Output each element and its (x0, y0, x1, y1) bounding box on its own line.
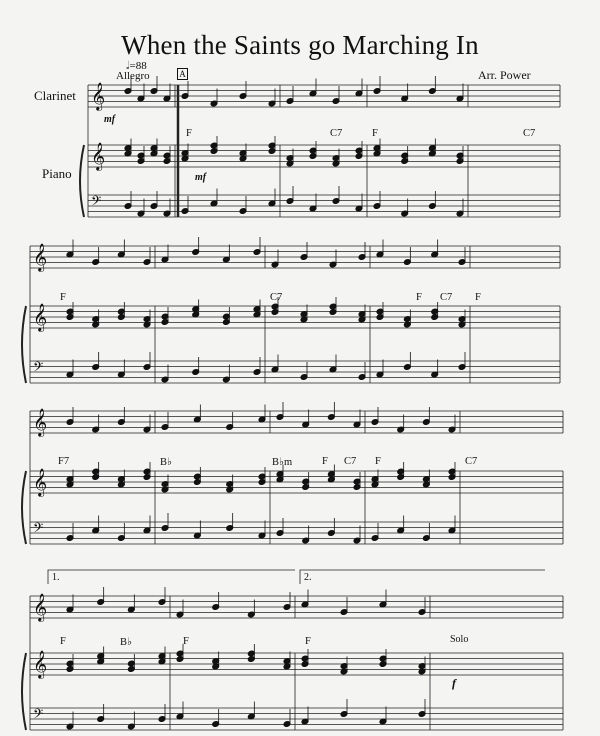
arranger-credit: Arr. Power (478, 68, 531, 82)
tempo-marking: 𝅗𝅥=88 (126, 60, 147, 72)
bass-clef: 𝄢 (91, 193, 102, 212)
chord-symbol: F (183, 636, 189, 647)
treble-clef: 𝄞 (91, 142, 106, 170)
bass-clef: 𝄢 (33, 359, 44, 378)
second-ending-bracket (300, 570, 545, 584)
second-ending-label: 2. (304, 572, 312, 583)
treble-clef: 𝄞 (33, 408, 48, 436)
chord-symbol: F7 (58, 456, 70, 467)
bass-clef: 𝄢 (33, 706, 44, 725)
piano-brace (22, 653, 26, 730)
chord-symbol: B♭m (272, 457, 293, 468)
chord-symbol: B♭ (120, 637, 132, 648)
first-ending-label: 1. (52, 572, 60, 583)
chord-symbol: C7 (465, 456, 478, 467)
piano-label: Piano (42, 166, 72, 181)
chord-symbol: F (475, 292, 481, 303)
piano-brace (22, 471, 26, 544)
piano-brace (80, 145, 84, 217)
chord-symbol: F (305, 636, 311, 647)
chord-symbol: C7 (523, 128, 536, 139)
rehearsal-mark: A (177, 68, 188, 80)
chord-symbol: C7 (270, 292, 283, 303)
chord-symbol: B♭ (160, 457, 172, 468)
chord-symbol: F (186, 128, 192, 139)
treble-clef: 𝄞 (33, 303, 48, 331)
tempo-word: Allegro (116, 70, 150, 82)
treble-clef: 𝄞 (91, 82, 106, 110)
chord-symbol: C7 (330, 128, 343, 139)
chord-symbol: C7 (440, 292, 453, 303)
clarinet-label: Clarinet (34, 88, 76, 103)
bass-clef: 𝄢 (33, 520, 44, 539)
treble-clef: 𝄞 (33, 468, 48, 496)
dynamic-mf-clarinet: mf (104, 114, 116, 125)
chord-symbol: F (375, 456, 381, 467)
chord-symbol: F (416, 292, 422, 303)
page-title: When the Saints go Marching In (121, 30, 479, 60)
chord-symbol: F (60, 636, 66, 647)
chord-symbol: F (322, 456, 328, 467)
treble-clef: 𝄞 (33, 243, 48, 271)
solo-label: Solo (450, 634, 469, 645)
dynamic-f: f (452, 676, 456, 690)
chord-symbol: F (372, 128, 378, 139)
treble-clef: 𝄞 (33, 650, 48, 678)
chord-symbol: C7 (344, 456, 357, 467)
chord-symbol: F (60, 292, 66, 303)
treble-clef: 𝄞 (33, 593, 48, 621)
dynamic-mf-piano: mf (195, 172, 207, 183)
piano-brace (22, 306, 26, 383)
first-ending-bracket (48, 570, 295, 584)
